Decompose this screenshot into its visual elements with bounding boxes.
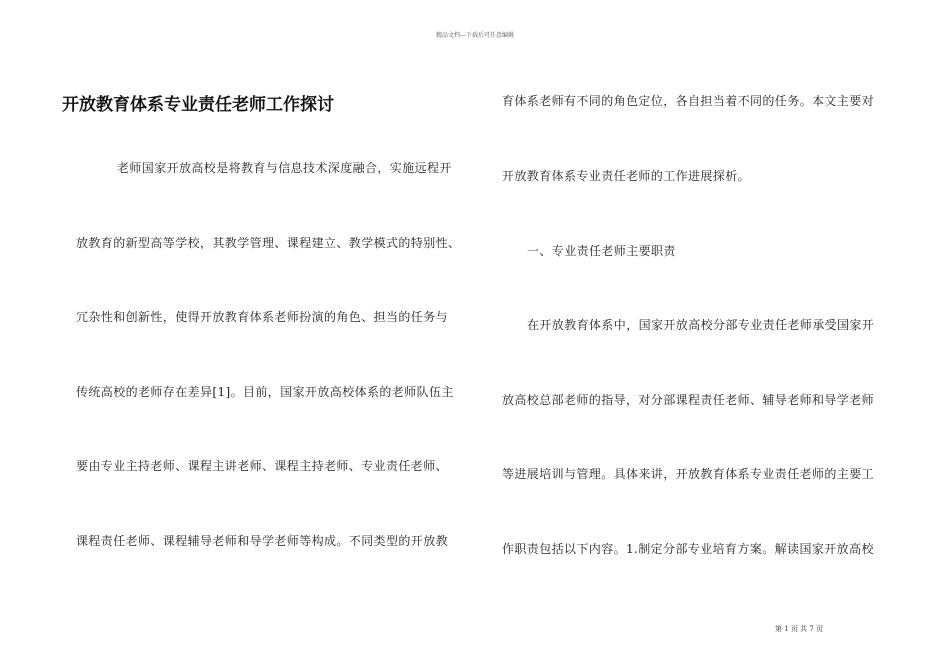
right-column-line-1: 育体系老师有不同的角色定位，各自担当着不同的任务。本文主要对 xyxy=(502,94,875,108)
right-column-line-5: 放高校总部老师的指导，对分部课程责任老师、辅导老师和导学老师 xyxy=(502,393,875,407)
document-title: 开放教育体系专业责任老师工作探讨 xyxy=(62,95,334,115)
left-column-line-4: 传统高校的老师存在差异[1]。目前，国家开放高校体系的老师队伍主 xyxy=(76,385,454,399)
left-column-line-5: 要由专业主持老师、课程主讲老师、课程主持老师、专业责任老师、 xyxy=(76,459,449,473)
right-column-line-6: 等进展培训与管理。具体来讲，开放教育体系专业责任老师的主要工 xyxy=(502,467,875,481)
page-header-note: 精品文档---下载后可任意编辑 xyxy=(435,32,515,39)
left-column-line-3: 冗杂性和创新性，使得开放教育体系老师扮演的角色、担当的任务与 xyxy=(76,310,449,324)
left-column-line-2: 放教育的新型高等学校，其教学管理、课程建立、教学模式的特别性、 xyxy=(76,236,461,250)
left-column-line-6: 课程责任老师、课程辅导老师和导学老师等构成。不同类型的开放教 xyxy=(76,534,449,548)
page-number: 第 1 页 共 7 页 xyxy=(775,625,824,633)
left-column-line-1: 老师国家开放高校是将教育与信息技术深度融合，实施远程开 xyxy=(117,161,452,175)
right-column-line-7: 作职责包括以下内容。1.制定分部专业培育方案。解读国家开放高校 xyxy=(502,542,874,556)
section-heading: 一、专业责任老师主要职责 xyxy=(527,244,676,258)
right-column-line-4: 在开放教育体系中，国家开放高校分部专业责任老师承受国家开 xyxy=(527,318,875,332)
right-column-line-2: 开放教育体系专业责任老师的工作进展探析。 xyxy=(502,169,751,183)
